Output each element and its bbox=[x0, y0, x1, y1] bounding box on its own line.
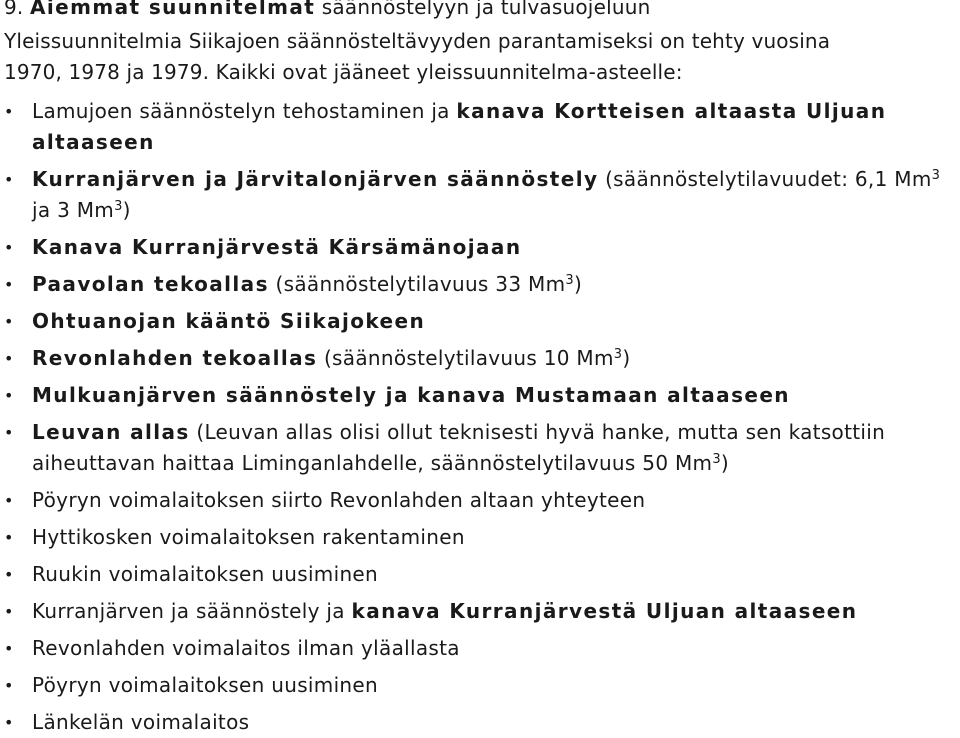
list-item: • Kurranjärven ja säännöstely ja kanava Kurranjärvestä Uljuan altaaseen bbox=[4, 596, 960, 627]
list-item: • Pöyryn voimalaitoksen uusiminen bbox=[4, 670, 960, 701]
list-item: • Ohtuanojan kääntö Siikajokeen bbox=[4, 306, 960, 337]
section-heading-rest: säännöstelyyn ja tulvasuojeluun bbox=[315, 0, 651, 19]
intro-line-2: 1970, 1978 ja 1979. Kaikki ovat jääneet yleissuunnitelma-asteelle: bbox=[4, 60, 683, 84]
section-heading bbox=[4, 0, 960, 22]
list-item: • Paavolan tekoallas (säännöstelytilavuus 33 Mm$^3$) bbox=[4, 269, 960, 300]
list-item: • Revonlahden voimalaitos ilman yläallasta bbox=[4, 633, 960, 664]
list-item: • Hyttikosken voimalaitoksen rakentaminen bbox=[4, 522, 960, 553]
intro-paragraph bbox=[4, 26, 960, 88]
list-item: • Leuvan allas (Leuvan allas olisi ollut teknisesti hyvä hanke, mutta sen katsottiin aiheuttavan haittaa Liminganlahdelle, säännöstelytilavuus 50 Mm$^3$) bbox=[4, 417, 960, 479]
list-item: • Revonlahden tekoallas (säännöstelytilavuus 10 Mm$^3$) bbox=[4, 343, 960, 374]
section-number: 9. bbox=[4, 0, 24, 19]
list-item: • Lamujoen säännöstelyn tehostaminen ja kanava Kortteisen altaasta Uljuan altaaseen bbox=[4, 96, 960, 158]
intro-line-1: Yleissuunnitelmia Siikajoen säännösteltävyyden parantamiseksi on tehty vuosina bbox=[4, 29, 831, 53]
list-item: • Ruukin voimalaitoksen uusiminen bbox=[4, 559, 960, 590]
section-heading-bold: Aiemmat suunnitelmat bbox=[30, 0, 316, 19]
plan-list bbox=[4, 96, 960, 738]
list-item: • Kurranjärven ja Järvitalonjärven säännöstely (säännöstelytilavuudet: 6,1 Mm$^3$ ja 3 Mm$^3$) bbox=[4, 164, 960, 226]
list-item: • Mulkuanjärven säännöstely ja kanava Mustamaan altaaseen bbox=[4, 380, 960, 411]
list-item: • Länkelän voimalaitos bbox=[4, 707, 960, 738]
list-item: • Pöyryn voimalaitoksen siirto Revonlahden altaan yhteyteen bbox=[4, 485, 960, 516]
list-item: • Kanava Kurranjärvestä Kärsämänojaan bbox=[4, 232, 960, 263]
